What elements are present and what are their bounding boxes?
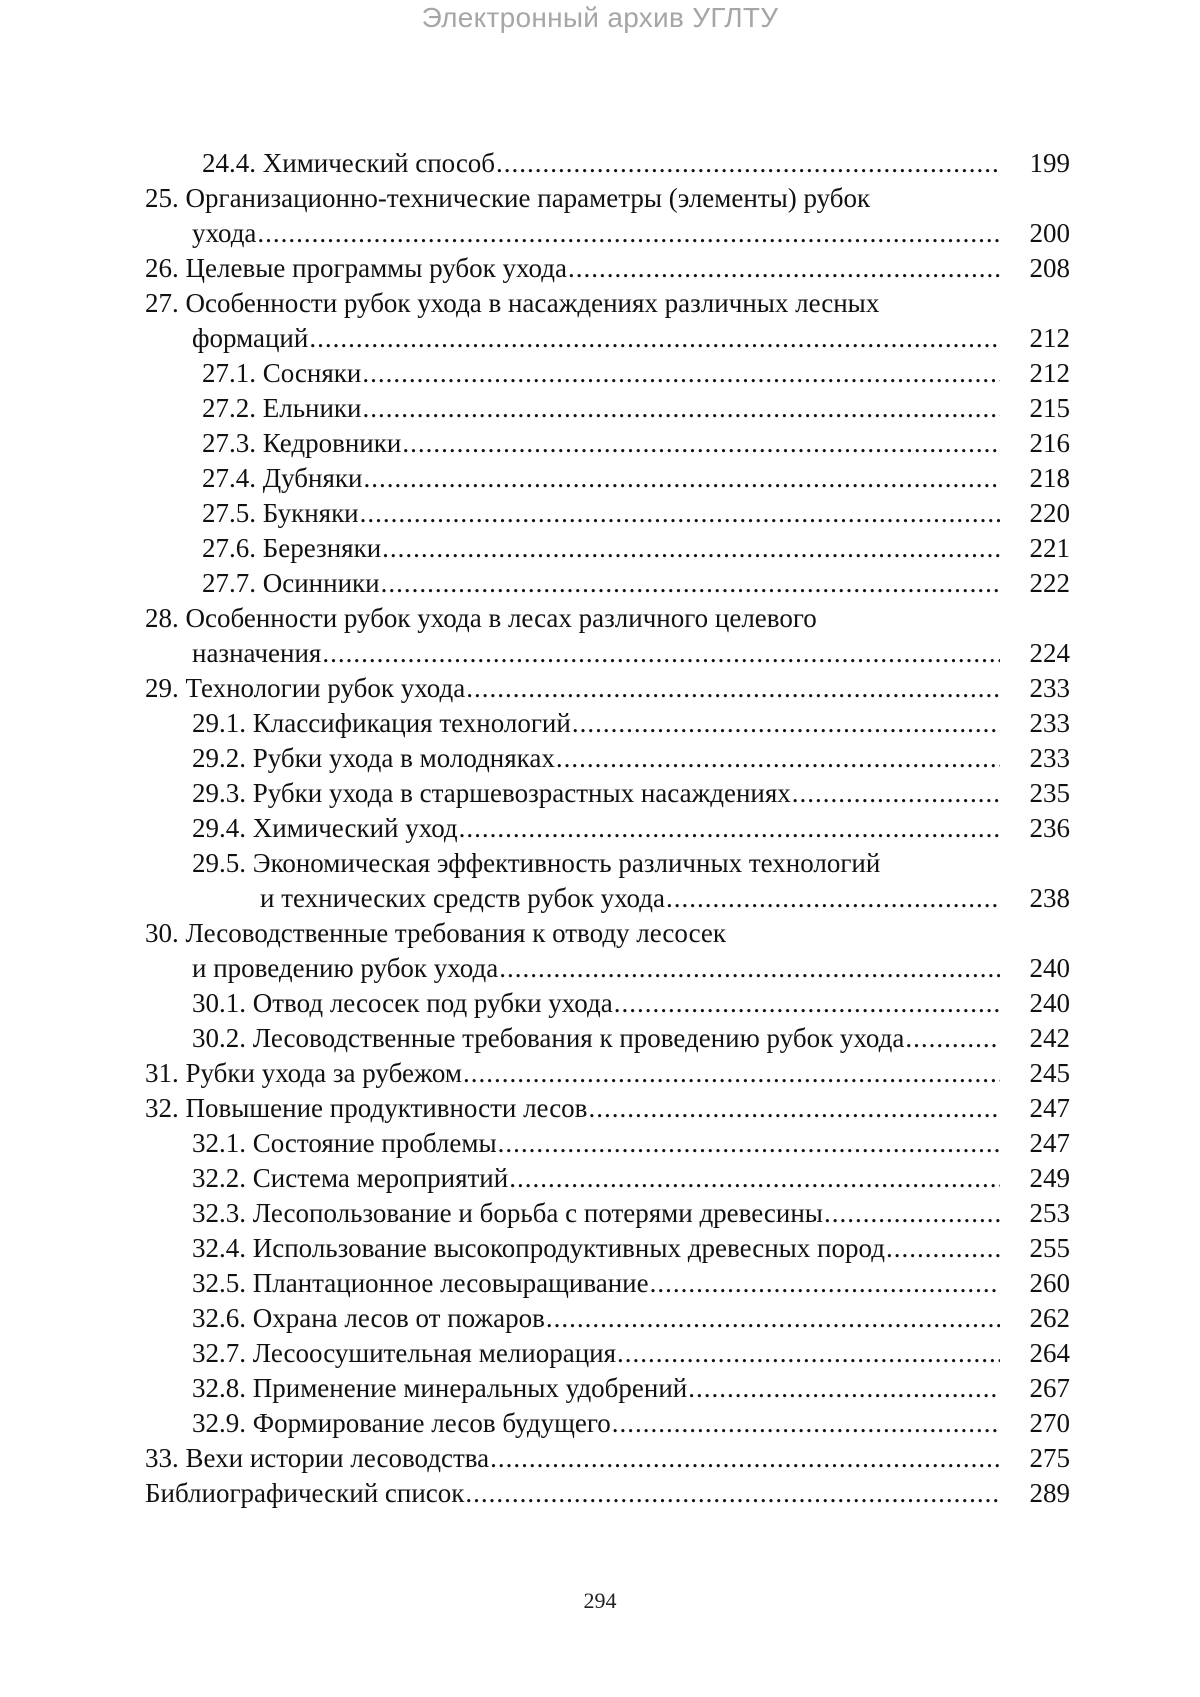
toc-entry-line xyxy=(145,146,1070,181)
toc-page-number: 212 xyxy=(1029,323,1070,353)
toc-page-number: 247 xyxy=(1029,1093,1070,1123)
toc-page-number: 233 xyxy=(1029,673,1070,703)
toc-entry xyxy=(145,1231,1070,1266)
dot-leader xyxy=(498,1126,1000,1161)
dot-leader xyxy=(459,811,1000,846)
toc-entry xyxy=(145,741,1070,776)
toc-page-number: 249 xyxy=(1029,1163,1070,1193)
toc-entry xyxy=(145,601,1070,671)
toc-entry-line xyxy=(145,1161,1070,1196)
toc-page-number: 235 xyxy=(1029,778,1070,808)
toc-entry xyxy=(145,181,1070,251)
toc-entry-title: 24.4. Химический способ xyxy=(202,148,496,178)
toc-entry-title: 30.1. Отвод лесосек под рубки ухода xyxy=(192,988,613,1018)
toc-entry xyxy=(145,356,1070,391)
toc-entry-line xyxy=(145,811,1070,846)
page-number: 294 xyxy=(583,1588,617,1613)
toc-page-number: 253 xyxy=(1029,1198,1070,1228)
toc-entry-line xyxy=(145,1231,1070,1266)
toc-page-number: 270 xyxy=(1029,1408,1070,1438)
dot-leader xyxy=(617,1336,1000,1371)
toc-entry-title: 32.4. Использование высокопродуктивных древесных пород xyxy=(192,1233,885,1263)
toc-entry xyxy=(145,286,1070,356)
toc-entry-line xyxy=(145,1336,1070,1371)
toc-entry xyxy=(145,671,1070,706)
toc-entry-line xyxy=(145,986,1070,1021)
dot-leader xyxy=(466,671,1000,706)
toc-page-number: 220 xyxy=(1029,498,1070,528)
dot-leader xyxy=(556,741,1000,776)
toc-entry-title: 32. Повышение продуктивности лесов xyxy=(145,1093,588,1123)
dot-leader xyxy=(465,1476,1000,1511)
toc-entry xyxy=(145,251,1070,286)
toc-entry xyxy=(145,1476,1070,1511)
toc-page-number: 218 xyxy=(1029,463,1070,493)
dot-leader xyxy=(382,531,1000,566)
toc-entry xyxy=(145,461,1070,496)
toc-entry-line xyxy=(145,566,1070,601)
toc-entry-line xyxy=(145,741,1070,776)
toc-entry-title: 27.6. Березняки xyxy=(202,533,382,563)
toc-entry xyxy=(145,1371,1070,1406)
dot-leader xyxy=(257,216,1000,251)
toc-entry-line xyxy=(145,881,1070,916)
toc-entry xyxy=(145,1441,1070,1476)
dot-leader xyxy=(572,706,1000,741)
dot-leader xyxy=(362,356,1000,391)
toc-entry-line xyxy=(145,916,1070,951)
toc-entry-title: и технических средств рубок ухода xyxy=(260,883,665,913)
toc-entry-title: 27.2. Ельники xyxy=(202,393,362,423)
toc-entry-title: 27.3. Кедровники xyxy=(202,428,402,458)
toc-page-number: 255 xyxy=(1029,1233,1070,1263)
toc-page-number: 221 xyxy=(1029,533,1070,563)
toc-entry-line xyxy=(145,706,1070,741)
toc-entry-line xyxy=(145,181,1070,216)
toc-entry-line xyxy=(145,1371,1070,1406)
toc-entry-line xyxy=(145,1406,1070,1441)
toc-entry-line xyxy=(145,776,1070,811)
toc-entry xyxy=(145,1196,1070,1231)
toc-entry-title: 25. Организационно-технические параметры (элементы) рубок xyxy=(145,183,871,213)
toc-entry-line xyxy=(145,286,1070,321)
dot-leader xyxy=(824,1196,1000,1231)
dot-leader xyxy=(496,146,1000,181)
dot-leader xyxy=(546,1301,1000,1336)
toc-entry-title: 29.1. Классификация технологий xyxy=(192,708,571,738)
toc-page-number: 238 xyxy=(1029,883,1070,913)
toc-entry-title: 29. Технологии рубок ухода xyxy=(145,673,466,703)
dot-leader xyxy=(614,986,1000,1021)
toc-page-number: 215 xyxy=(1029,393,1070,423)
dot-leader xyxy=(650,1266,1000,1301)
toc-entry xyxy=(145,146,1070,181)
toc-page-number: 289 xyxy=(1029,1478,1070,1508)
toc-entry-line xyxy=(145,1021,1070,1056)
toc-page-number: 275 xyxy=(1029,1443,1070,1473)
toc-entry-title: назначения xyxy=(192,638,322,668)
dot-leader xyxy=(905,1021,1000,1056)
toc-entry xyxy=(145,706,1070,741)
toc-entry-title: 28. Особенности рубок ухода в лесах различного целевого xyxy=(145,603,817,633)
toc-entry-title: 26. Целевые программы рубок ухода xyxy=(145,253,567,283)
dot-leader xyxy=(363,391,1001,426)
toc-entry-title: формаций xyxy=(192,323,309,353)
toc-entry xyxy=(145,916,1070,986)
toc-entry xyxy=(145,496,1070,531)
toc-page-number: 242 xyxy=(1029,1023,1070,1053)
toc-entry xyxy=(145,1301,1070,1336)
toc-entry xyxy=(145,1091,1070,1126)
toc-entry-line xyxy=(145,1091,1070,1126)
toc-entry-line xyxy=(145,1196,1070,1231)
toc-entry-title: 32.8. Применение минеральных удобрений xyxy=(192,1373,688,1403)
toc-entry xyxy=(145,1406,1070,1441)
toc-entry-title: 32.3. Лесопользование и борьба с потерями древесины xyxy=(192,1198,823,1228)
toc-entry-title: ухода xyxy=(192,218,257,248)
table-of-contents xyxy=(145,146,1070,1511)
toc-entry xyxy=(145,846,1070,916)
dot-leader xyxy=(381,566,1000,601)
toc-entry-line xyxy=(145,671,1070,706)
toc-page-number: 208 xyxy=(1029,253,1070,283)
toc-entry-line xyxy=(145,461,1070,496)
toc-entry-title: 29.2. Рубки ухода в молодняках xyxy=(192,743,555,773)
dot-leader xyxy=(363,461,1000,496)
toc-page-number: 216 xyxy=(1029,428,1070,458)
dot-leader xyxy=(666,881,1000,916)
toc-entry-line xyxy=(145,531,1070,566)
toc-entry-line xyxy=(145,601,1070,636)
toc-entry xyxy=(145,531,1070,566)
toc-page-number: 199 xyxy=(1029,148,1070,178)
dot-leader xyxy=(886,1231,1000,1266)
toc-page-number: 267 xyxy=(1029,1373,1070,1403)
toc-entry-title: 32.1. Состояние проблемы xyxy=(192,1128,497,1158)
dot-leader xyxy=(463,1056,1000,1091)
toc-entry xyxy=(145,1021,1070,1056)
toc-entry xyxy=(145,986,1070,1021)
toc-entry xyxy=(145,426,1070,461)
toc-entry-title: 30. Лесоводственные требования к отводу лесосек xyxy=(145,918,727,948)
toc-entry-line xyxy=(145,846,1070,881)
toc-entry-line xyxy=(145,251,1070,286)
toc-page-number: 262 xyxy=(1029,1303,1070,1333)
toc-entry-title: 27.7. Осинники xyxy=(202,568,380,598)
toc-entry-title: 32.2. Система мероприятий xyxy=(192,1163,509,1193)
toc-entry-line xyxy=(145,1476,1070,1511)
toc-entry xyxy=(145,811,1070,846)
toc-entry xyxy=(145,1126,1070,1161)
toc-entry-title: Библиографический список xyxy=(145,1478,465,1508)
toc-entry-line xyxy=(145,1126,1070,1161)
dot-leader xyxy=(360,496,1000,531)
toc-entry-title: 30.2. Лесоводственные требования к проведению рубок ухода xyxy=(192,1023,905,1053)
toc-entry xyxy=(145,566,1070,601)
toc-entry-title: 29.5. Экономическая эффективность различных технологий xyxy=(192,848,881,878)
dot-leader xyxy=(612,1406,1000,1441)
dot-leader xyxy=(509,1161,1000,1196)
toc-entry-title: 32.9. Формирование лесов будущего xyxy=(192,1408,611,1438)
toc-page-number: 264 xyxy=(1029,1338,1070,1368)
toc-entry xyxy=(145,1266,1070,1301)
toc-entry-line xyxy=(145,1266,1070,1301)
dot-leader xyxy=(322,636,1000,671)
toc-entry xyxy=(145,1056,1070,1091)
dot-leader xyxy=(309,321,1000,356)
toc-entry-title: 27.5. Букняки xyxy=(202,498,359,528)
toc-entry xyxy=(145,1161,1070,1196)
toc-entry-title: 27.4. Дубняки xyxy=(202,463,363,493)
dot-leader xyxy=(792,776,1000,811)
toc-page-number: 222 xyxy=(1029,568,1070,598)
toc-entry-title: 32.5. Плантационное лесовыращивание xyxy=(192,1268,649,1298)
toc-page-number: 247 xyxy=(1029,1128,1070,1158)
toc-entry-line xyxy=(145,1441,1070,1476)
toc-page-number: 240 xyxy=(1029,988,1070,1018)
toc-entry-line xyxy=(145,426,1070,461)
dot-leader xyxy=(588,1091,1000,1126)
toc-entry-line xyxy=(145,496,1070,531)
toc-page-number: 200 xyxy=(1029,218,1070,248)
dot-leader xyxy=(688,1371,1000,1406)
toc-page-number: 212 xyxy=(1029,358,1070,388)
toc-entry-line xyxy=(145,216,1070,251)
toc-entry-title: 29.4. Химический уход xyxy=(192,813,458,843)
toc-page-number: 236 xyxy=(1029,813,1070,843)
archive-watermark: Электронный архив УГЛТУ xyxy=(421,2,779,33)
toc-entry-title: и проведению рубок ухода xyxy=(192,953,499,983)
toc-entry-title: 27.1. Сосняки xyxy=(202,358,362,388)
toc-entry-title: 33. Вехи истории лесоводства xyxy=(145,1443,490,1473)
toc-page-number: 233 xyxy=(1029,708,1070,738)
toc-entry-title: 32.6. Охрана лесов от пожаров xyxy=(192,1303,545,1333)
toc-entry-line xyxy=(145,1056,1070,1091)
toc-entry xyxy=(145,776,1070,811)
toc-entry-line xyxy=(145,356,1070,391)
toc-entry-line xyxy=(145,321,1070,356)
toc-entry-title: 29.3. Рубки ухода в старшевозрастных насаждениях xyxy=(192,778,791,808)
dot-leader xyxy=(402,426,1000,461)
toc-entry-line xyxy=(145,951,1070,986)
toc-entry-line xyxy=(145,391,1070,426)
dot-leader xyxy=(499,951,1000,986)
toc-page-number: 224 xyxy=(1029,638,1070,668)
toc-entry-title: 27. Особенности рубок ухода в насаждениях различных лесных xyxy=(145,288,880,318)
toc-entry-title: 32.7. Лесоосушительная мелиорация xyxy=(192,1338,617,1368)
toc-page-number: 233 xyxy=(1029,743,1070,773)
dot-leader xyxy=(490,1441,1000,1476)
toc-page-number: 260 xyxy=(1029,1268,1070,1298)
toc-entry-line xyxy=(145,1301,1070,1336)
toc-entry-title: 31. Рубки ухода за рубежом xyxy=(145,1058,462,1088)
toc-page-number: 245 xyxy=(1029,1058,1070,1088)
toc-entry xyxy=(145,391,1070,426)
dot-leader xyxy=(568,251,1000,286)
toc-entry-line xyxy=(145,636,1070,671)
toc-entry xyxy=(145,1336,1070,1371)
toc-page-number: 240 xyxy=(1029,953,1070,983)
